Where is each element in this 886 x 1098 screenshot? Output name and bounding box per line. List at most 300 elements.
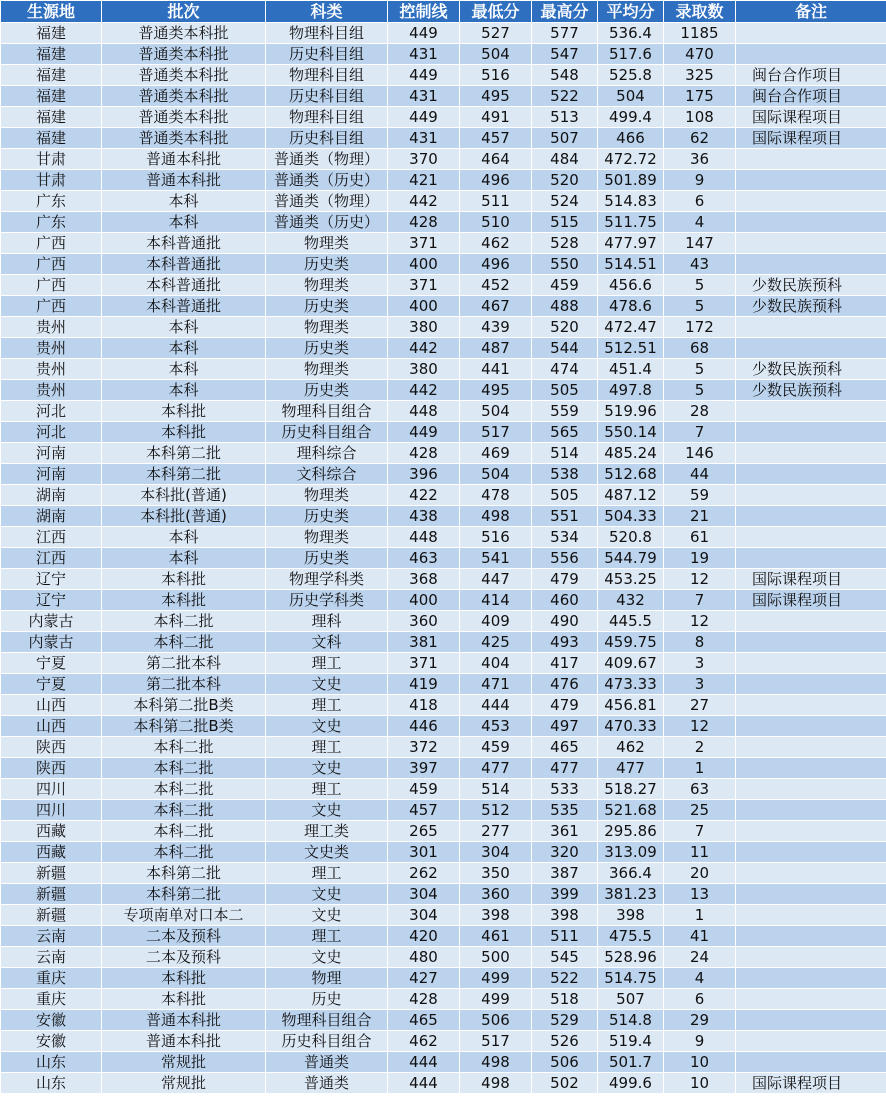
origin-cell: 山东 <box>1 1052 102 1073</box>
min-score-cell: 511 <box>460 191 532 212</box>
table-row <box>1 779 886 800</box>
min-score-cell: 425 <box>460 632 532 653</box>
admitted-cell: 146 <box>664 443 736 464</box>
admitted-cell: 7 <box>664 590 736 611</box>
note-cell: 闽台合作项目 <box>736 65 886 86</box>
control-line-cell: 380 <box>388 359 460 380</box>
category-cell: 物理科目组 <box>266 107 388 128</box>
batch-cell: 本科二批 <box>102 737 266 758</box>
category-cell: 物理类 <box>266 275 388 296</box>
category-cell: 文史 <box>266 947 388 968</box>
origin-cell: 贵州 <box>1 380 102 401</box>
avg-score-cell: 456.81 <box>598 695 664 716</box>
avg-score-cell: 519.4 <box>598 1031 664 1052</box>
control-line-cell: 428 <box>388 443 460 464</box>
note-cell <box>736 149 886 170</box>
min-score-cell: 499 <box>460 968 532 989</box>
header-row <box>1 1 886 23</box>
control-line-cell: 400 <box>388 590 460 611</box>
header-cell-max-score: 最高分 <box>532 1 598 23</box>
admitted-cell: 1 <box>664 905 736 926</box>
batch-cell: 普通本科批 <box>102 1031 266 1052</box>
control-line-cell: 397 <box>388 758 460 779</box>
table-row <box>1 191 886 212</box>
note-cell <box>736 884 886 905</box>
category-cell: 理科 <box>266 611 388 632</box>
table-row <box>1 23 886 44</box>
admitted-cell: 44 <box>664 464 736 485</box>
control-line-cell: 428 <box>388 212 460 233</box>
min-score-cell: 464 <box>460 149 532 170</box>
table-row <box>1 632 886 653</box>
admitted-cell: 43 <box>664 254 736 275</box>
max-score-cell: 528 <box>532 233 598 254</box>
avg-score-cell: 477.97 <box>598 233 664 254</box>
note-cell <box>736 485 886 506</box>
note-cell <box>736 674 886 695</box>
note-cell <box>736 401 886 422</box>
table-row <box>1 989 886 1010</box>
admitted-cell: 7 <box>664 422 736 443</box>
admitted-cell: 1 <box>664 758 736 779</box>
max-score-cell: 518 <box>532 989 598 1010</box>
avg-score-cell: 475.5 <box>598 926 664 947</box>
origin-cell: 新疆 <box>1 863 102 884</box>
control-line-cell: 431 <box>388 44 460 65</box>
origin-cell: 内蒙古 <box>1 611 102 632</box>
origin-cell: 福建 <box>1 86 102 107</box>
avg-score-cell: 497.8 <box>598 380 664 401</box>
max-score-cell: 533 <box>532 779 598 800</box>
origin-cell: 河北 <box>1 422 102 443</box>
origin-cell: 贵州 <box>1 359 102 380</box>
category-cell: 理科综合 <box>266 443 388 464</box>
table-row <box>1 359 886 380</box>
category-cell: 历史科目组 <box>266 128 388 149</box>
control-line-cell: 465 <box>388 1010 460 1031</box>
control-line-cell: 371 <box>388 653 460 674</box>
table-row <box>1 254 886 275</box>
origin-cell: 甘肃 <box>1 149 102 170</box>
batch-cell: 第二批本科 <box>102 653 266 674</box>
min-score-cell: 498 <box>460 1052 532 1073</box>
batch-cell: 常规批 <box>102 1052 266 1073</box>
control-line-cell: 442 <box>388 191 460 212</box>
max-score-cell: 474 <box>532 359 598 380</box>
table-row <box>1 1031 886 1052</box>
batch-cell: 本科批(普通) <box>102 506 266 527</box>
avg-score-cell: 381.23 <box>598 884 664 905</box>
batch-cell: 本科批 <box>102 989 266 1010</box>
category-cell: 物理学科类 <box>266 569 388 590</box>
min-score-cell: 350 <box>460 863 532 884</box>
batch-cell: 本科普通批 <box>102 254 266 275</box>
note-cell: 国际课程项目 <box>736 107 886 128</box>
note-cell <box>736 191 886 212</box>
table-row <box>1 380 886 401</box>
origin-cell: 安徽 <box>1 1031 102 1052</box>
batch-cell: 本科 <box>102 548 266 569</box>
origin-cell: 福建 <box>1 65 102 86</box>
admitted-cell: 6 <box>664 191 736 212</box>
origin-cell: 广西 <box>1 296 102 317</box>
origin-cell: 广东 <box>1 191 102 212</box>
admitted-cell: 470 <box>664 44 736 65</box>
category-cell: 文史 <box>266 674 388 695</box>
note-cell <box>736 863 886 884</box>
origin-cell: 西藏 <box>1 842 102 863</box>
admitted-cell: 12 <box>664 569 736 590</box>
min-score-cell: 541 <box>460 548 532 569</box>
admitted-cell: 108 <box>664 107 736 128</box>
origin-cell: 甘肃 <box>1 170 102 191</box>
table-body <box>1 23 886 1094</box>
min-score-cell: 499 <box>460 989 532 1010</box>
max-score-cell: 505 <box>532 485 598 506</box>
note-cell: 少数民族预科 <box>736 275 886 296</box>
batch-cell: 本科普通批 <box>102 233 266 254</box>
note-cell: 国际课程项目 <box>736 128 886 149</box>
min-score-cell: 495 <box>460 86 532 107</box>
table-row <box>1 863 886 884</box>
category-cell: 文史 <box>266 716 388 737</box>
batch-cell: 本科第二批 <box>102 863 266 884</box>
batch-cell: 本科第二批 <box>102 464 266 485</box>
max-score-cell: 490 <box>532 611 598 632</box>
batch-cell: 二本及预科 <box>102 926 266 947</box>
avg-score-cell: 544.79 <box>598 548 664 569</box>
avg-score-cell: 501.89 <box>598 170 664 191</box>
max-score-cell: 534 <box>532 527 598 548</box>
origin-cell: 福建 <box>1 23 102 44</box>
avg-score-cell: 514.83 <box>598 191 664 212</box>
table-header <box>1 1 886 23</box>
note-cell <box>736 443 886 464</box>
admitted-cell: 6 <box>664 989 736 1010</box>
min-score-cell: 504 <box>460 401 532 422</box>
max-score-cell: 522 <box>532 86 598 107</box>
category-cell: 物理科目组合 <box>266 401 388 422</box>
note-cell: 国际课程项目 <box>736 590 886 611</box>
max-score-cell: 514 <box>532 443 598 464</box>
header-cell-avg-score: 平均分 <box>598 1 664 23</box>
category-cell: 历史科目组 <box>266 86 388 107</box>
avg-score-cell: 514.8 <box>598 1010 664 1031</box>
batch-cell: 普通类本科批 <box>102 107 266 128</box>
batch-cell: 本科批(普通) <box>102 485 266 506</box>
max-score-cell: 526 <box>532 1031 598 1052</box>
control-line-cell: 438 <box>388 506 460 527</box>
batch-cell: 本科二批 <box>102 611 266 632</box>
note-cell <box>736 758 886 779</box>
avg-score-cell: 432 <box>598 590 664 611</box>
table-row <box>1 926 886 947</box>
admitted-cell: 10 <box>664 1073 736 1094</box>
max-score-cell: 524 <box>532 191 598 212</box>
note-cell: 国际课程项目 <box>736 569 886 590</box>
category-cell: 物理类 <box>266 527 388 548</box>
batch-cell: 本科批 <box>102 569 266 590</box>
note-cell <box>736 695 886 716</box>
avg-score-cell: 514.75 <box>598 968 664 989</box>
category-cell: 历史类 <box>266 548 388 569</box>
min-score-cell: 514 <box>460 779 532 800</box>
control-line-cell: 448 <box>388 527 460 548</box>
note-cell: 闽台合作项目 <box>736 86 886 107</box>
min-score-cell: 452 <box>460 275 532 296</box>
origin-cell: 宁夏 <box>1 653 102 674</box>
admitted-cell: 7 <box>664 821 736 842</box>
note-cell <box>736 506 886 527</box>
min-score-cell: 444 <box>460 695 532 716</box>
min-score-cell: 510 <box>460 212 532 233</box>
batch-cell: 本科批 <box>102 401 266 422</box>
batch-cell: 本科 <box>102 212 266 233</box>
origin-cell: 云南 <box>1 926 102 947</box>
table-row <box>1 842 886 863</box>
header-cell-admitted: 录取数 <box>664 1 736 23</box>
note-cell: 少数民族预科 <box>736 359 886 380</box>
category-cell: 历史类 <box>266 338 388 359</box>
batch-cell: 本科 <box>102 317 266 338</box>
note-cell <box>736 947 886 968</box>
control-line-cell: 457 <box>388 800 460 821</box>
max-score-cell: 535 <box>532 800 598 821</box>
avg-score-cell: 445.5 <box>598 611 664 632</box>
max-score-cell: 513 <box>532 107 598 128</box>
admitted-cell: 10 <box>664 1052 736 1073</box>
max-score-cell: 484 <box>532 149 598 170</box>
control-line-cell: 444 <box>388 1052 460 1073</box>
avg-score-cell: 451.4 <box>598 359 664 380</box>
admitted-cell: 12 <box>664 716 736 737</box>
admitted-cell: 5 <box>664 359 736 380</box>
max-score-cell: 520 <box>532 317 598 338</box>
origin-cell: 辽宁 <box>1 569 102 590</box>
admitted-cell: 19 <box>664 548 736 569</box>
max-score-cell: 577 <box>532 23 598 44</box>
avg-score-cell: 462 <box>598 737 664 758</box>
note-cell <box>736 212 886 233</box>
batch-cell: 本科 <box>102 338 266 359</box>
avg-score-cell: 511.75 <box>598 212 664 233</box>
table-row <box>1 1052 886 1073</box>
control-line-cell: 444 <box>388 1073 460 1094</box>
min-score-cell: 277 <box>460 821 532 842</box>
max-score-cell: 459 <box>532 275 598 296</box>
category-cell: 理工 <box>266 779 388 800</box>
control-line-cell: 418 <box>388 695 460 716</box>
origin-cell: 河南 <box>1 464 102 485</box>
category-cell: 物理类 <box>266 317 388 338</box>
control-line-cell: 449 <box>388 107 460 128</box>
note-cell <box>736 653 886 674</box>
category-cell: 文史 <box>266 884 388 905</box>
note-cell <box>736 821 886 842</box>
note-cell <box>736 338 886 359</box>
min-score-cell: 498 <box>460 1073 532 1094</box>
note-cell <box>736 1031 886 1052</box>
batch-cell: 普通类本科批 <box>102 86 266 107</box>
origin-cell: 广西 <box>1 254 102 275</box>
note-cell <box>736 989 886 1010</box>
min-score-cell: 517 <box>460 422 532 443</box>
origin-cell: 辽宁 <box>1 590 102 611</box>
min-score-cell: 404 <box>460 653 532 674</box>
batch-cell: 常规批 <box>102 1073 266 1094</box>
min-score-cell: 459 <box>460 737 532 758</box>
avg-score-cell: 499.6 <box>598 1073 664 1094</box>
admitted-cell: 41 <box>664 926 736 947</box>
max-score-cell: 556 <box>532 548 598 569</box>
control-line-cell: 301 <box>388 842 460 863</box>
avg-score-cell: 517.6 <box>598 44 664 65</box>
origin-cell: 广西 <box>1 233 102 254</box>
table-row <box>1 212 886 233</box>
origin-cell: 贵州 <box>1 338 102 359</box>
control-line-cell: 380 <box>388 317 460 338</box>
category-cell: 历史科目组合 <box>266 422 388 443</box>
max-score-cell: 488 <box>532 296 598 317</box>
max-score-cell: 565 <box>532 422 598 443</box>
category-cell: 历史类 <box>266 296 388 317</box>
max-score-cell: 479 <box>532 695 598 716</box>
max-score-cell: 545 <box>532 947 598 968</box>
note-cell <box>736 233 886 254</box>
note-cell <box>736 926 886 947</box>
admitted-cell: 5 <box>664 275 736 296</box>
avg-score-cell: 485.24 <box>598 443 664 464</box>
min-score-cell: 453 <box>460 716 532 737</box>
batch-cell: 普通类本科批 <box>102 44 266 65</box>
max-score-cell: 477 <box>532 758 598 779</box>
origin-cell: 江西 <box>1 527 102 548</box>
min-score-cell: 409 <box>460 611 532 632</box>
note-cell <box>736 422 886 443</box>
max-score-cell: 361 <box>532 821 598 842</box>
batch-cell: 普通本科批 <box>102 1010 266 1031</box>
category-cell: 理工 <box>266 695 388 716</box>
origin-cell: 新疆 <box>1 905 102 926</box>
table-row <box>1 884 886 905</box>
min-score-cell: 516 <box>460 65 532 86</box>
min-score-cell: 500 <box>460 947 532 968</box>
avg-score-cell: 504.33 <box>598 506 664 527</box>
avg-score-cell: 470.33 <box>598 716 664 737</box>
table-row <box>1 800 886 821</box>
control-line-cell: 449 <box>388 23 460 44</box>
min-score-cell: 504 <box>460 464 532 485</box>
category-cell: 普通类 <box>266 1052 388 1073</box>
origin-cell: 山东 <box>1 1073 102 1094</box>
note-cell <box>736 170 886 191</box>
min-score-cell: 414 <box>460 590 532 611</box>
max-score-cell: 506 <box>532 1052 598 1073</box>
note-cell: 国际课程项目 <box>736 1073 886 1094</box>
category-cell: 文科综合 <box>266 464 388 485</box>
category-cell: 历史科目组 <box>266 44 388 65</box>
avg-score-cell: 456.6 <box>598 275 664 296</box>
max-score-cell: 479 <box>532 569 598 590</box>
avg-score-cell: 472.47 <box>598 317 664 338</box>
batch-cell: 本科 <box>102 191 266 212</box>
batch-cell: 本科批 <box>102 968 266 989</box>
avg-score-cell: 487.12 <box>598 485 664 506</box>
min-score-cell: 506 <box>460 1010 532 1031</box>
category-cell: 物理类 <box>266 359 388 380</box>
max-score-cell: 544 <box>532 338 598 359</box>
note-cell <box>736 632 886 653</box>
category-cell: 普通类（历史） <box>266 170 388 191</box>
table-row <box>1 443 886 464</box>
avg-score-cell: 501.7 <box>598 1052 664 1073</box>
note-cell <box>736 779 886 800</box>
origin-cell: 新疆 <box>1 884 102 905</box>
avg-score-cell: 504 <box>598 86 664 107</box>
note-cell: 少数民族预科 <box>736 296 886 317</box>
batch-cell: 本科 <box>102 380 266 401</box>
batch-cell: 本科批 <box>102 590 266 611</box>
min-score-cell: 398 <box>460 905 532 926</box>
control-line-cell: 368 <box>388 569 460 590</box>
control-line-cell: 420 <box>388 926 460 947</box>
table-row <box>1 296 886 317</box>
note-cell <box>736 44 886 65</box>
control-line-cell: 371 <box>388 275 460 296</box>
batch-cell: 本科二批 <box>102 632 266 653</box>
admitted-cell: 68 <box>664 338 736 359</box>
control-line-cell: 265 <box>388 821 460 842</box>
min-score-cell: 447 <box>460 569 532 590</box>
admitted-cell: 11 <box>664 842 736 863</box>
avg-score-cell: 514.51 <box>598 254 664 275</box>
avg-score-cell: 398 <box>598 905 664 926</box>
min-score-cell: 457 <box>460 128 532 149</box>
table-row <box>1 569 886 590</box>
max-score-cell: 548 <box>532 65 598 86</box>
avg-score-cell: 478.6 <box>598 296 664 317</box>
control-line-cell: 448 <box>388 401 460 422</box>
category-cell: 历史学科类 <box>266 590 388 611</box>
control-line-cell: 419 <box>388 674 460 695</box>
batch-cell: 本科第二批 <box>102 443 266 464</box>
avg-score-cell: 366.4 <box>598 863 664 884</box>
note-cell: 少数民族预科 <box>736 380 886 401</box>
table-row <box>1 44 886 65</box>
note-cell <box>736 842 886 863</box>
control-line-cell: 431 <box>388 128 460 149</box>
admitted-cell: 62 <box>664 128 736 149</box>
avg-score-cell: 472.72 <box>598 149 664 170</box>
note-cell <box>736 968 886 989</box>
control-line-cell: 480 <box>388 947 460 968</box>
table-row <box>1 611 886 632</box>
batch-cell: 本科批 <box>102 422 266 443</box>
avg-score-cell: 521.68 <box>598 800 664 821</box>
admitted-cell: 5 <box>664 296 736 317</box>
table-row <box>1 275 886 296</box>
control-line-cell: 462 <box>388 1031 460 1052</box>
control-line-cell: 463 <box>388 548 460 569</box>
avg-score-cell: 473.33 <box>598 674 664 695</box>
max-score-cell: 550 <box>532 254 598 275</box>
batch-cell: 普通类本科批 <box>102 23 266 44</box>
batch-cell: 普通类本科批 <box>102 128 266 149</box>
table-row <box>1 107 886 128</box>
table-row <box>1 65 886 86</box>
origin-cell: 四川 <box>1 779 102 800</box>
control-line-cell: 422 <box>388 485 460 506</box>
